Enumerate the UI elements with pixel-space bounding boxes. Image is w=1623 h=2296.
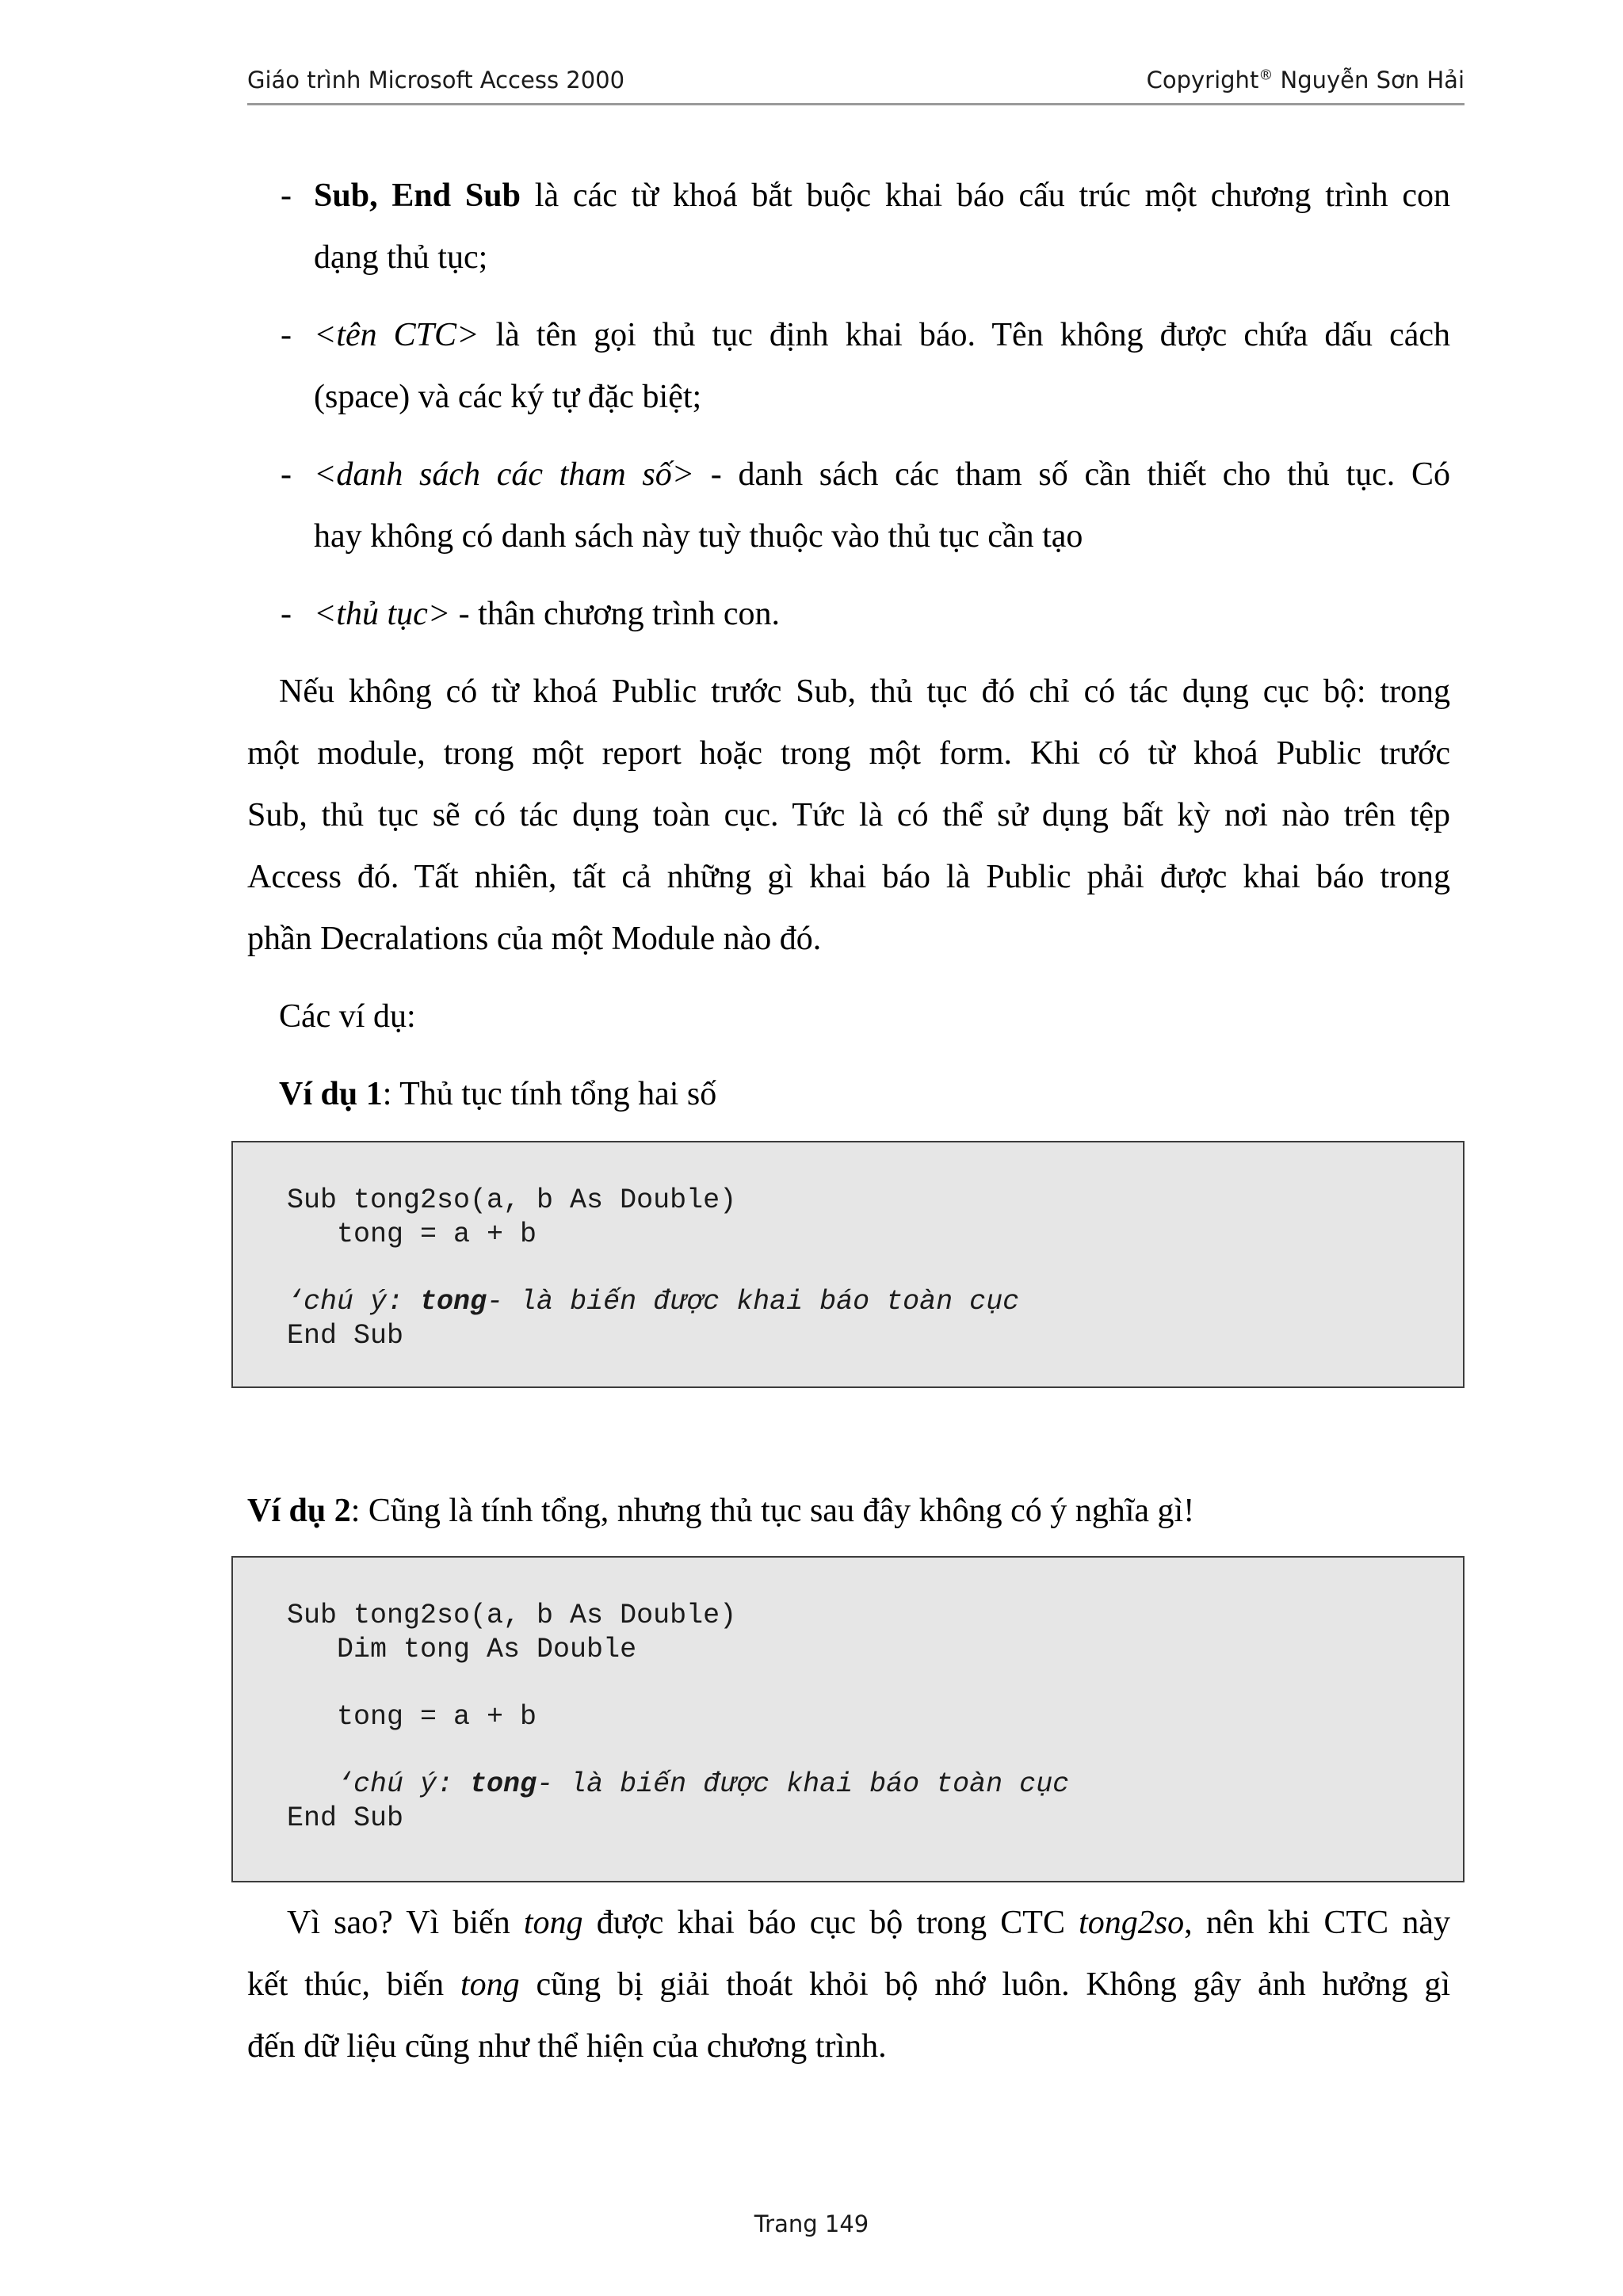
example-1-heading — [279, 1077, 716, 1111]
text-run: , nên khi CTC này — [1184, 1905, 1450, 1941]
page-header — [247, 63, 1465, 105]
bullet-dash: - — [281, 596, 292, 632]
text-run: cũng bị giải thoát khỏi bộ nhớ luôn. Không gây ảnh hưởng gì — [519, 1966, 1450, 2003]
bullet-4-text: - thân chương trình con. — [450, 596, 781, 632]
paragraph-line — [287, 1906, 1450, 1939]
comment-text: - là biến được khai báo toàn cục — [537, 1768, 1070, 1800]
variable-name: tong — [523, 1905, 583, 1941]
paragraph-line: đến dữ liệu cũng như thể hiện của chương trình. — [247, 2028, 887, 2065]
paragraph-line: phần Decralations của một Module nào đó. — [247, 921, 822, 957]
bullet-3-text: - danh sách các tham số cần thiết cho thủ tục. Có — [694, 456, 1450, 493]
paragraph-line — [247, 1968, 1450, 2001]
bullet-dash: - — [281, 456, 292, 493]
comment-prefix: ‘chú ý: — [337, 1768, 471, 1800]
text-run: được khai báo cục bộ trong CTC — [582, 1905, 1079, 1941]
paragraph-line: Nếu không có từ khoá Public trước Sub, thủ tục đó chỉ có tác dụng cục bộ: trong — [279, 673, 1450, 710]
code-block-example-2 — [231, 1556, 1465, 1882]
code-line: End Sub — [287, 1320, 404, 1352]
comment-var: tong — [420, 1286, 487, 1318]
bullet-1-line-2: dạng thủ tục; — [314, 239, 488, 276]
bullet-2-text: là tên gọi thủ tục định khai báo. Tên không được chứa dấu cách — [479, 317, 1450, 353]
code-line: Sub tong2so(a, b As Double) — [287, 1184, 737, 1216]
bullet-4-term: <thủ tục> — [314, 596, 451, 632]
copyright-word: Copyright — [1146, 67, 1259, 93]
header-copyright — [1147, 67, 1465, 93]
bullet-2-term: <tên CTC> — [314, 317, 479, 353]
author-name: Nguyễn Sơn Hải — [1273, 67, 1465, 93]
text-run: Vì sao? Vì biến — [287, 1905, 524, 1941]
comment-text: - là biến được khai báo toàn cục — [487, 1286, 1020, 1318]
bullet-3-line-2: hay không có danh sách này tuỳ thuộc vào thủ tục cần tạo — [314, 518, 1083, 555]
code-line: Dim tong As Double — [287, 1634, 637, 1665]
code-line: End Sub — [287, 1802, 404, 1834]
example-1-text: : Thủ tục tính tổng hai số — [382, 1076, 717, 1112]
paragraph-line: một module, trong một report hoặc trong một form. Khi có từ khoá Public trước — [247, 735, 1450, 772]
comment-prefix: ‘chú ý: — [287, 1286, 421, 1318]
example-2-label: Ví dụ 2 — [247, 1493, 351, 1529]
comment-var: tong — [470, 1768, 537, 1800]
bullet-2-line-1 — [314, 318, 1450, 352]
registered-mark: ® — [1258, 67, 1274, 84]
examples-intro: Các ví dụ: — [279, 998, 416, 1035]
code-block-example-1 — [231, 1141, 1465, 1388]
bullet-1-term: Sub, End Sub — [314, 177, 521, 214]
bullet-dash: - — [281, 177, 292, 214]
example-2-heading — [247, 1494, 1194, 1527]
bullet-1-line-1 — [314, 179, 1450, 212]
paragraph-line: Access đó. Tất nhiên, tất cả những gì khai báo là Public phải được khai báo trong — [247, 859, 1450, 895]
code-comment — [287, 1768, 1070, 1800]
bullet-dash: - — [281, 317, 292, 353]
variable-name: tong — [460, 1966, 520, 2003]
text-run: kết thúc, biến — [247, 1966, 460, 2003]
example-2-text: : Cũng là tính tổng, nhưng thủ tục sau đây không có ý nghĩa gì! — [350, 1493, 1195, 1529]
page-number: Trang 149 — [754, 2210, 869, 2237]
paragraph-line: Sub, thủ tục sẽ có tác dụng toàn cục. Tức là có thể sử dụng bất kỳ nơi nào trên tệp — [247, 797, 1450, 833]
code-line: tong = a + b — [287, 1219, 537, 1250]
code-line: tong = a + b — [287, 1701, 537, 1733]
header-title: Giáo trình Microsoft Access 2000 — [247, 67, 625, 93]
function-name: tong2so — [1079, 1905, 1185, 1941]
code-line: Sub tong2so(a, b As Double) — [287, 1600, 737, 1631]
bullet-1-text: là các từ khoá bắt buộc khai báo cấu trúc một chương trình con — [521, 177, 1450, 214]
code-comment — [287, 1288, 1019, 1316]
bullet-2-line-2: (space) và các ký tự đặc biệt; — [314, 379, 702, 415]
bullet-4-line-1 — [314, 597, 780, 631]
bullet-3-term: <danh sách các tham số> — [314, 456, 695, 493]
example-1-label: Ví dụ 1 — [279, 1076, 383, 1112]
bullet-3-line-1 — [314, 458, 1450, 491]
